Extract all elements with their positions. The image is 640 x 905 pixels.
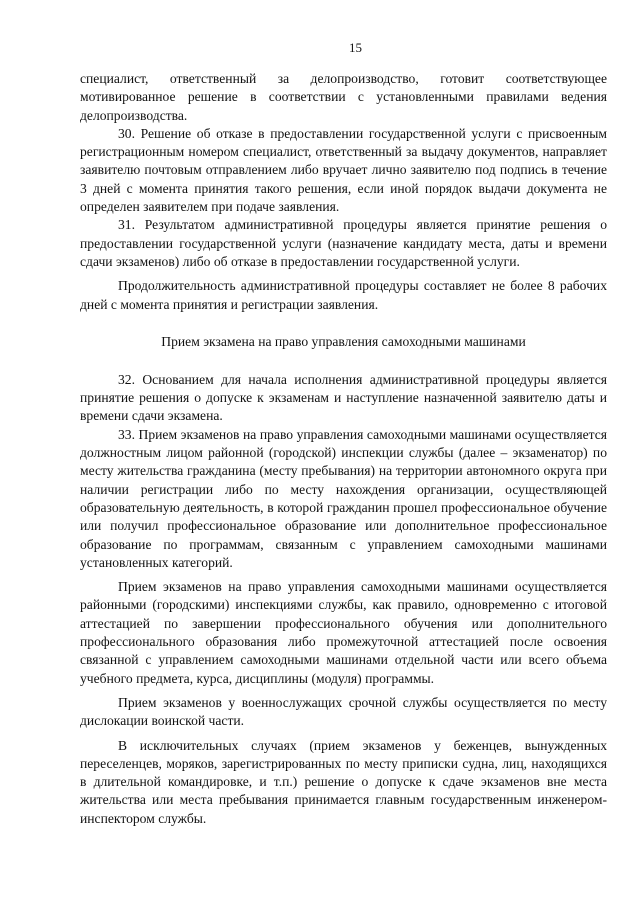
section-heading: Прием экзамена на право управления самоходными машинами	[161, 333, 526, 349]
paragraph-33: 33. Прием экзаменов на право управления самоходными машинами осуществляется должностным лицом районной (городской) инспекции службы (далее – экзаменатор) по месту жительства гражданина (месту пребывания) на территории автономного округа при наличии регистрации либо по месту нахождения организации, осуществляющей образовательную деятельность, в которой гражданин прошел профессиональное обучение или получил профессиональное образование или дополнительное профессиональное образование по программам, связанным с управлением самоходными машинами установленных категорий.	[80, 426, 607, 570]
paragraph-exam-inspections: Прием экзаменов на право управления самоходными машинами осуществляется районными (городскими) инспекциями службы, как правило, одновременно с итоговой аттестацией по завершении профессионального обучения или дополнительного профессионального образования либо промежуточной аттестацией после освоения связанной с управлением самоходными машинами отдельной части или всего объема учебного предмета, курса, дисциплины (модуля) программы.	[80, 579, 607, 686]
paragraph-31: 31. Результатом административной процедуры является принятие решения о предоставлении государственной услуги (назначение кандидату места, даты и времени сдачи экзаменов) либо об отказе в предоставлении государственной услуги.	[80, 217, 607, 269]
paragraph-military-exams: Прием экзаменов у военнослужащих срочной службы осуществляется по месту дислокации воинской части.	[80, 694, 607, 729]
page-number: 15	[349, 40, 362, 55]
paragraph-30: 30. Решение об отказе в предоставлении государственной услуги с присвоенным регистрационным номером специалист, ответственный за выдачу документов, направляет заявителю почтовым отправлением либо вручает лично заявителю под подпись в течение 3 дней с момента принятия такого решения, если иной порядок выдачи документа не определен заявителем при подаче заявления.	[80, 125, 607, 215]
paragraph-exceptional-cases: В исключительных случаях (прием экзаменов у беженцев, вынужденных переселенцев, моряков, зарегистрированных по месту приписки судна, лиц, находящихся в длительной командировке, и т.п.) решение о допуске к сдаче экзаменов вне места жительства или места пребывания принимается главным государственным инженером-инспектором службы.	[80, 737, 607, 826]
paragraph-32: 32. Основанием для начала исполнения административной процедуры является принятие решения о допуске к экзаменам и наступление назначенной заявителю даты и времени сдачи экзамена.	[80, 371, 607, 424]
paragraph-duration: Продолжительность административной процедуры составляет не более 8 рабочих дней с момента принятия и регистрации заявления.	[80, 278, 607, 312]
document-body	[80, 70, 607, 828]
paragraph-continuation: специалист, ответственный за делопроизводство, готовит соответствующее мотивированное решение в соответствии с установленными правилами ведения делопроизводства.	[80, 71, 607, 123]
